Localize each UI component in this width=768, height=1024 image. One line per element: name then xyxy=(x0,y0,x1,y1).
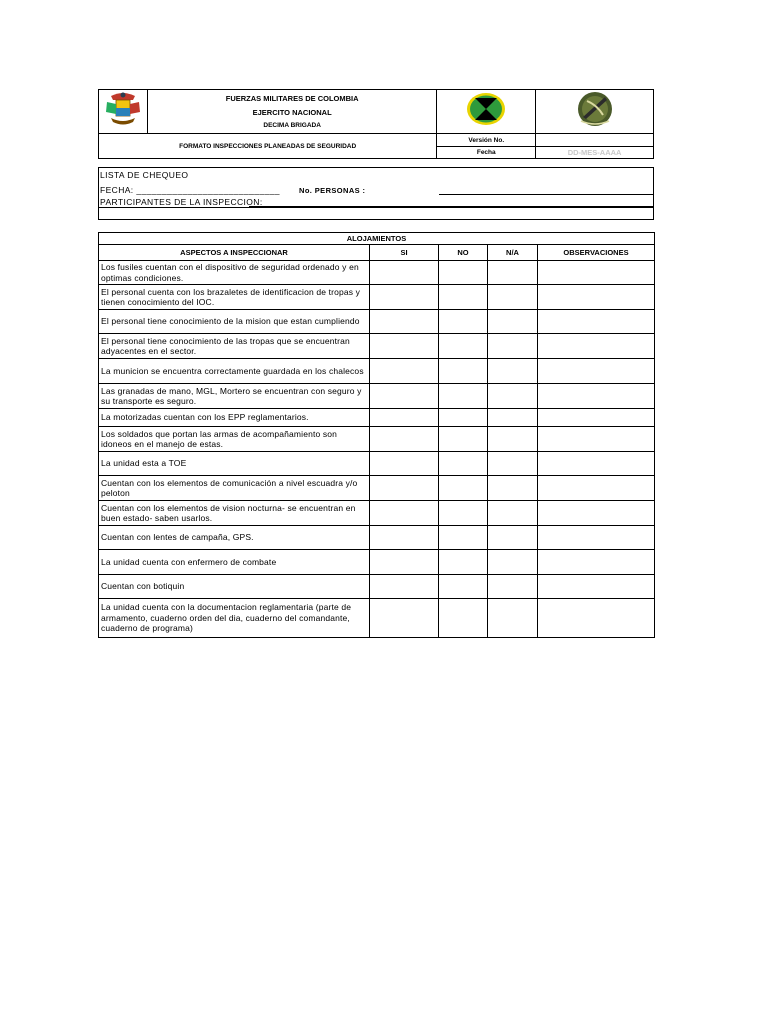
observaciones-cell[interactable] xyxy=(538,310,655,334)
divider xyxy=(99,207,653,208)
observaciones-cell[interactable] xyxy=(538,384,655,409)
observaciones-cell[interactable] xyxy=(538,575,655,599)
table-row xyxy=(99,384,655,409)
na-cell[interactable] xyxy=(488,310,538,334)
table-row xyxy=(99,310,655,334)
inspection-item: El personal cuenta con los brazaletes de identificacion de tropas y tienen conocimiento del IOC. xyxy=(99,285,370,310)
table-row xyxy=(99,409,655,427)
na-cell[interactable] xyxy=(488,384,538,409)
personas-label: No. PERSONAS : xyxy=(299,186,366,195)
table-row xyxy=(99,334,655,359)
inspection-item: La unidad cuenta con enfermero de combate xyxy=(99,550,370,575)
participantes-label: PARTICIPANTES DE LA INSPECCION: xyxy=(100,197,263,207)
si-cell[interactable] xyxy=(370,599,439,638)
na-cell[interactable] xyxy=(488,427,538,452)
organization-cell xyxy=(147,90,436,134)
inspection-item: Cuentan con botiquin xyxy=(99,575,370,599)
na-cell[interactable] xyxy=(488,550,538,575)
na-cell[interactable] xyxy=(488,285,538,310)
si-cell[interactable] xyxy=(370,310,439,334)
column-header-no: NO xyxy=(439,245,488,261)
si-cell[interactable] xyxy=(370,575,439,599)
section-title: ALOJAMIENTOS xyxy=(99,233,655,245)
personas-field[interactable] xyxy=(439,194,653,195)
no-cell[interactable] xyxy=(439,427,488,452)
si-cell[interactable] xyxy=(370,550,439,575)
form-header xyxy=(98,89,654,159)
table-row xyxy=(99,550,655,575)
inspection-item: La motorizadas cuentan con los EPP reglamentarios. xyxy=(99,409,370,427)
checklist-info xyxy=(98,167,654,220)
observaciones-cell[interactable] xyxy=(538,476,655,501)
column-header-si: SI xyxy=(370,245,439,261)
no-cell[interactable] xyxy=(439,285,488,310)
no-cell[interactable] xyxy=(439,501,488,526)
na-cell[interactable] xyxy=(488,476,538,501)
na-cell[interactable] xyxy=(488,334,538,359)
si-cell[interactable] xyxy=(370,261,439,285)
no-cell[interactable] xyxy=(439,384,488,409)
inspection-item: Cuentan con los elementos de comunicación a nivel escuadra y/o peloton xyxy=(99,476,370,501)
brigade-logo-cell xyxy=(437,90,536,134)
no-cell[interactable] xyxy=(439,261,488,285)
observaciones-cell[interactable] xyxy=(538,427,655,452)
observaciones-cell[interactable] xyxy=(538,359,655,384)
brigade-emblem-icon xyxy=(466,92,506,126)
observaciones-cell[interactable] xyxy=(538,599,655,638)
inspection-item: Los fusiles cuentan con el dispositivo de seguridad ordenado y en optimas condiciones. xyxy=(99,261,370,285)
table-row xyxy=(99,575,655,599)
unit-badge-icon xyxy=(575,91,615,127)
observaciones-cell[interactable] xyxy=(538,550,655,575)
na-cell[interactable] xyxy=(488,452,538,476)
si-cell[interactable] xyxy=(370,359,439,384)
org-line-3: DECIMA BRIGADA xyxy=(263,121,321,129)
observaciones-cell[interactable] xyxy=(538,452,655,476)
version-value[interactable] xyxy=(536,134,654,147)
inspection-item: Las granadas de mano, MGL, Mortero se encuentran con seguro y su transporte es seguro. xyxy=(99,384,370,409)
si-cell[interactable] xyxy=(370,476,439,501)
table-row xyxy=(99,359,655,384)
table-row xyxy=(99,261,655,285)
no-cell[interactable] xyxy=(439,452,488,476)
army-coat-of-arms-icon xyxy=(103,90,143,128)
unit-logo-cell xyxy=(536,90,654,134)
observaciones-cell[interactable] xyxy=(538,501,655,526)
no-cell[interactable] xyxy=(439,599,488,638)
inspection-item: Los soldados que portan las armas de acompañamiento son idoneos en el manejo de estas. xyxy=(99,427,370,452)
na-cell[interactable] xyxy=(488,359,538,384)
observaciones-cell[interactable] xyxy=(538,526,655,550)
no-cell[interactable] xyxy=(439,334,488,359)
fecha-label: FECHA: ____________________________ xyxy=(100,185,280,195)
table-row xyxy=(99,427,655,452)
no-cell[interactable] xyxy=(439,575,488,599)
si-cell[interactable] xyxy=(370,334,439,359)
inspection-item: Cuentan con lentes de campaña, GPS. xyxy=(99,526,370,550)
date-label: Fecha xyxy=(437,147,536,159)
inspection-item: La unidad esta a TOE xyxy=(99,452,370,476)
na-cell[interactable] xyxy=(488,599,538,638)
army-logo-cell xyxy=(99,90,148,134)
table-row xyxy=(99,452,655,476)
inspection-item: La unidad cuenta con la documentacion reglamentaria (parte de armamento, cuaderno orden del dia, cuaderno del comandante, cuaderno de programa) xyxy=(99,599,370,638)
column-header-na: N/A xyxy=(488,245,538,261)
column-header-aspectos: ASPECTOS A INSPECCIONAR xyxy=(99,245,370,261)
na-cell[interactable] xyxy=(488,501,538,526)
table-row xyxy=(99,526,655,550)
no-cell[interactable] xyxy=(439,310,488,334)
column-header-observaciones: OBSERVACIONES xyxy=(538,245,655,261)
observaciones-cell[interactable] xyxy=(538,261,655,285)
si-cell[interactable] xyxy=(370,427,439,452)
inspection-item: Cuentan con los elementos de vision nocturna- se encuentran en buen estado- saben usarlos. xyxy=(99,501,370,526)
si-cell[interactable] xyxy=(370,384,439,409)
na-cell[interactable] xyxy=(488,526,538,550)
inspection-table xyxy=(98,232,655,638)
inspection-item: El personal tiene conocimiento de las tropas que se encuentran adyacentes en el sector. xyxy=(99,334,370,359)
inspection-item: La municion se encuentra correctamente guardada en los chalecos xyxy=(99,359,370,384)
table-row xyxy=(99,285,655,310)
si-cell[interactable] xyxy=(370,452,439,476)
table-row xyxy=(99,476,655,501)
no-cell[interactable] xyxy=(439,526,488,550)
table-row xyxy=(99,599,655,638)
si-cell[interactable] xyxy=(370,501,439,526)
version-label: Versión No. xyxy=(437,134,536,147)
no-cell[interactable] xyxy=(439,359,488,384)
inspection-item: El personal tiene conocimiento de la mision que estan cumpliendo xyxy=(99,310,370,334)
observaciones-cell[interactable] xyxy=(538,334,655,359)
org-line-2: EJERCITO NACIONAL xyxy=(252,107,332,117)
na-cell[interactable] xyxy=(488,575,538,599)
date-field[interactable]: DD-MES-AAAA xyxy=(536,147,654,159)
si-cell[interactable] xyxy=(370,409,439,427)
si-cell[interactable] xyxy=(370,526,439,550)
na-cell[interactable] xyxy=(488,409,538,427)
checklist-title: LISTA DE CHEQUEO xyxy=(100,170,189,180)
no-cell[interactable] xyxy=(439,409,488,427)
si-cell[interactable] xyxy=(370,285,439,310)
no-cell[interactable] xyxy=(439,550,488,575)
org-line-1: FUERZAS MILITARES DE COLOMBIA xyxy=(225,93,359,103)
na-cell[interactable] xyxy=(488,261,538,285)
table-row xyxy=(99,501,655,526)
form-title: FORMATO INSPECCIONES PLANEADAS DE SEGURIDAD xyxy=(99,134,437,159)
observaciones-cell[interactable] xyxy=(538,285,655,310)
observaciones-cell[interactable] xyxy=(538,409,655,427)
no-cell[interactable] xyxy=(439,476,488,501)
